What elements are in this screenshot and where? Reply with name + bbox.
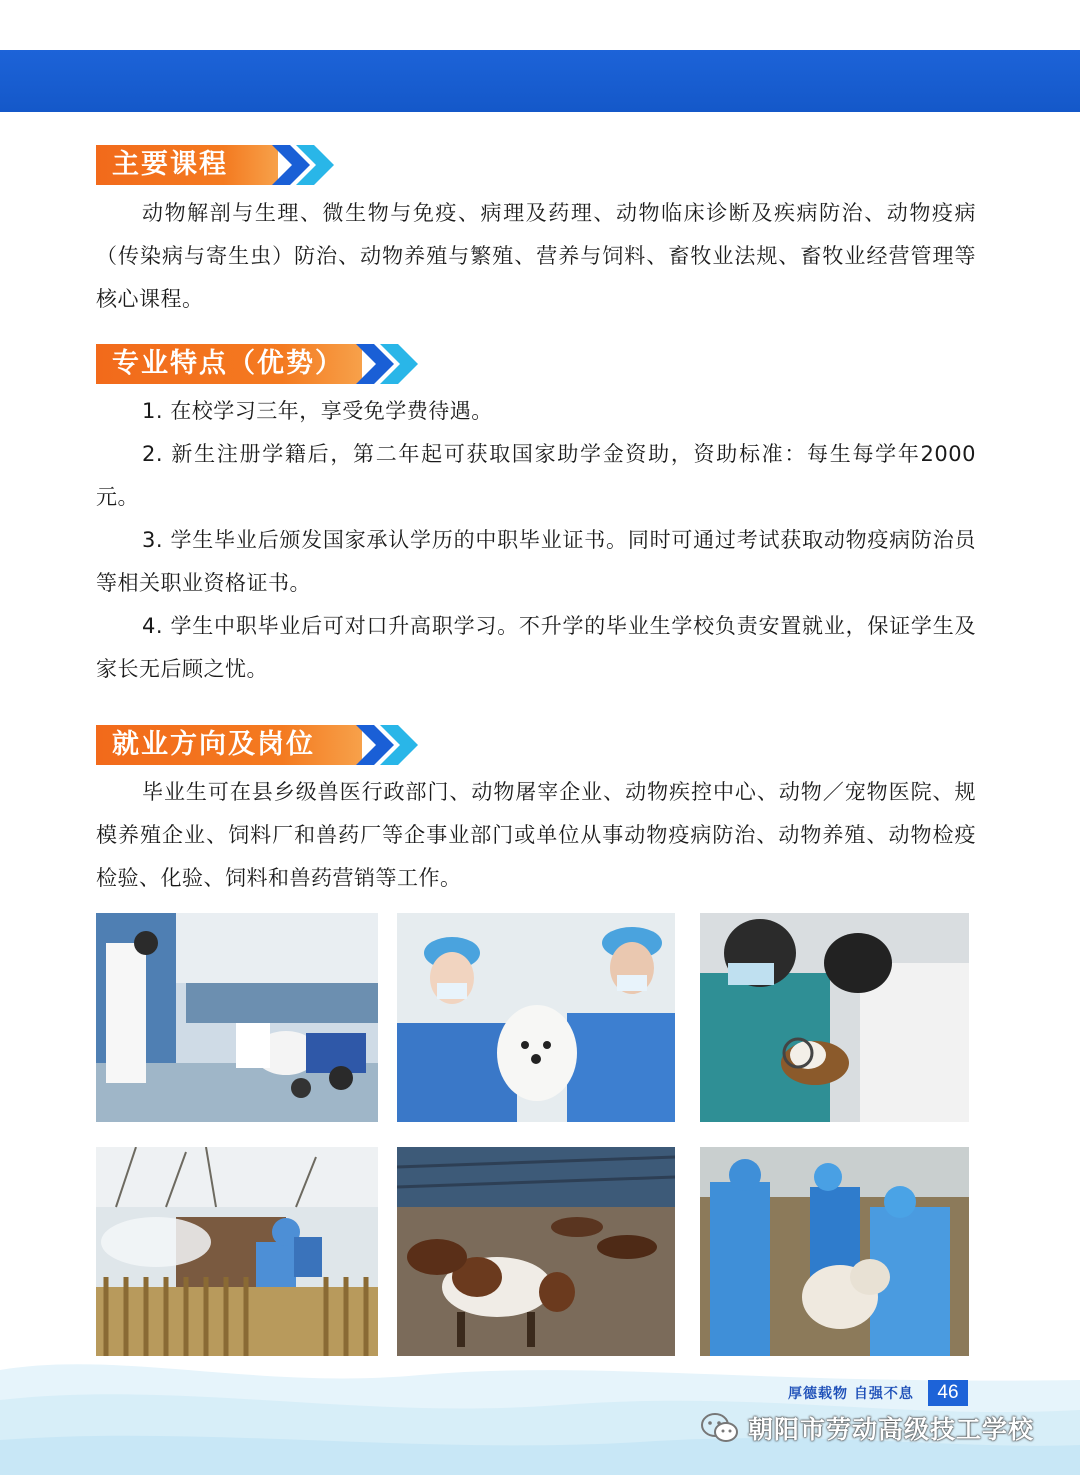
wechat-icon	[700, 1411, 740, 1445]
chevron-icon	[352, 725, 422, 765]
page-number: 46	[928, 1380, 968, 1406]
feature-item-2: 2. 新生注册学籍后，第二年起可获取国家助学金资助，资助标准：每生每学年2000 元。	[96, 442, 976, 509]
disinfection-spray-photo	[96, 1147, 378, 1356]
courses-text: 动物解剖与生理、微生物与免疫、病理及药理、动物临床诊断及疾病防治、动物疫病（传染病与寄生虫）防治、动物养殖与繁殖、营养与饲料、畜牧业法规、畜牧业经营管理等核心课程。	[96, 201, 976, 311]
chevron-icon	[352, 344, 422, 384]
section-title: 专业特点（优势）	[96, 344, 362, 384]
employment-text: 毕业生可在县乡级兽医行政部门、动物屠宰企业、动物疾控中心、动物／宠物医院、规模养殖企业、饲料厂和兽药厂等企事业部门或单位从事动物疫病防治、动物养殖、动物检疫检验、化验、饲料和兽药营销等工作。	[96, 780, 976, 890]
section-header-features	[96, 344, 426, 384]
vet-dog-exam-photo	[397, 913, 675, 1122]
section-title: 就业方向及岗位	[96, 725, 362, 765]
bottom-wave-decoration	[0, 1330, 1080, 1475]
dog-injection-photo	[700, 913, 969, 1122]
sheep-inspection-photo	[700, 1147, 969, 1356]
chevron-icon	[268, 145, 338, 185]
section-title: 主要课程	[96, 145, 278, 185]
cattle-pen-photo	[397, 1147, 675, 1356]
feature-item-1: 1. 在校学习三年，享受免学费待遇。	[142, 399, 493, 423]
school-motto: 厚德载物 自强不息	[788, 1386, 914, 1402]
feature-item-4: 4. 学生中职毕业后可对口升高职学习。不升学的毕业生学校负责安置就业，保证学生及家长无后顾之忧。	[96, 614, 976, 681]
section-header-courses	[96, 145, 336, 185]
section-header-employment	[96, 725, 426, 765]
feature-item-3: 3. 学生毕业后颁发国家承认学历的中职毕业证书。同时可通过考试获取动物疫病防治员等相关职业资格证书。	[96, 528, 976, 595]
top-blue-band	[0, 50, 1080, 112]
goat-milking-photo	[96, 913, 378, 1122]
watermark-text: 朝阳市劳动高级技工学校	[748, 1415, 1035, 1444]
account-watermark	[700, 1408, 1034, 1448]
